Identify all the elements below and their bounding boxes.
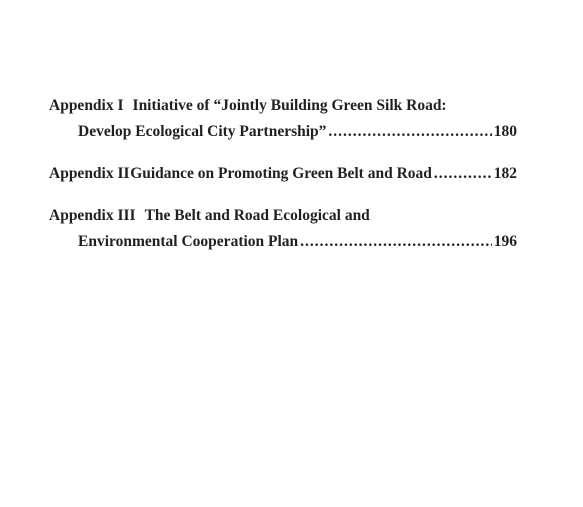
appendix-title: Initiative of “Jointly Building Green Silk Road: — [132, 97, 447, 114]
appendix-label: Appendix III — [49, 207, 136, 224]
dot-leader — [434, 161, 492, 187]
toc-entry-line — [49, 161, 517, 187]
appendix-title-continued: Environmental Cooperation Plan — [78, 233, 299, 250]
appendix-label: Appendix II — [49, 165, 130, 182]
toc-entry-appendix-3[interactable] — [49, 203, 517, 255]
dot-leader — [300, 229, 492, 255]
toc-entry-line — [49, 119, 517, 145]
appendix-title-continued: Develop Ecological City Partnership” — [78, 123, 327, 140]
page-number: 180 — [493, 123, 517, 140]
appendix-label: Appendix I — [49, 97, 124, 114]
toc-entry-line — [49, 229, 517, 255]
toc-entry-appendix-1[interactable] — [49, 93, 517, 145]
toc-entry-line — [49, 93, 517, 119]
dot-leader — [328, 119, 491, 145]
appendix-title: Guidance on Promoting Green Belt and Road — [130, 165, 432, 182]
table-of-contents — [49, 93, 517, 255]
page-number: 182 — [493, 165, 517, 182]
toc-entry-line — [49, 203, 517, 229]
appendix-title: The Belt and Road Ecological and — [144, 207, 370, 224]
toc-entry-appendix-2[interactable] — [49, 161, 517, 187]
page-number: 196 — [493, 233, 517, 250]
